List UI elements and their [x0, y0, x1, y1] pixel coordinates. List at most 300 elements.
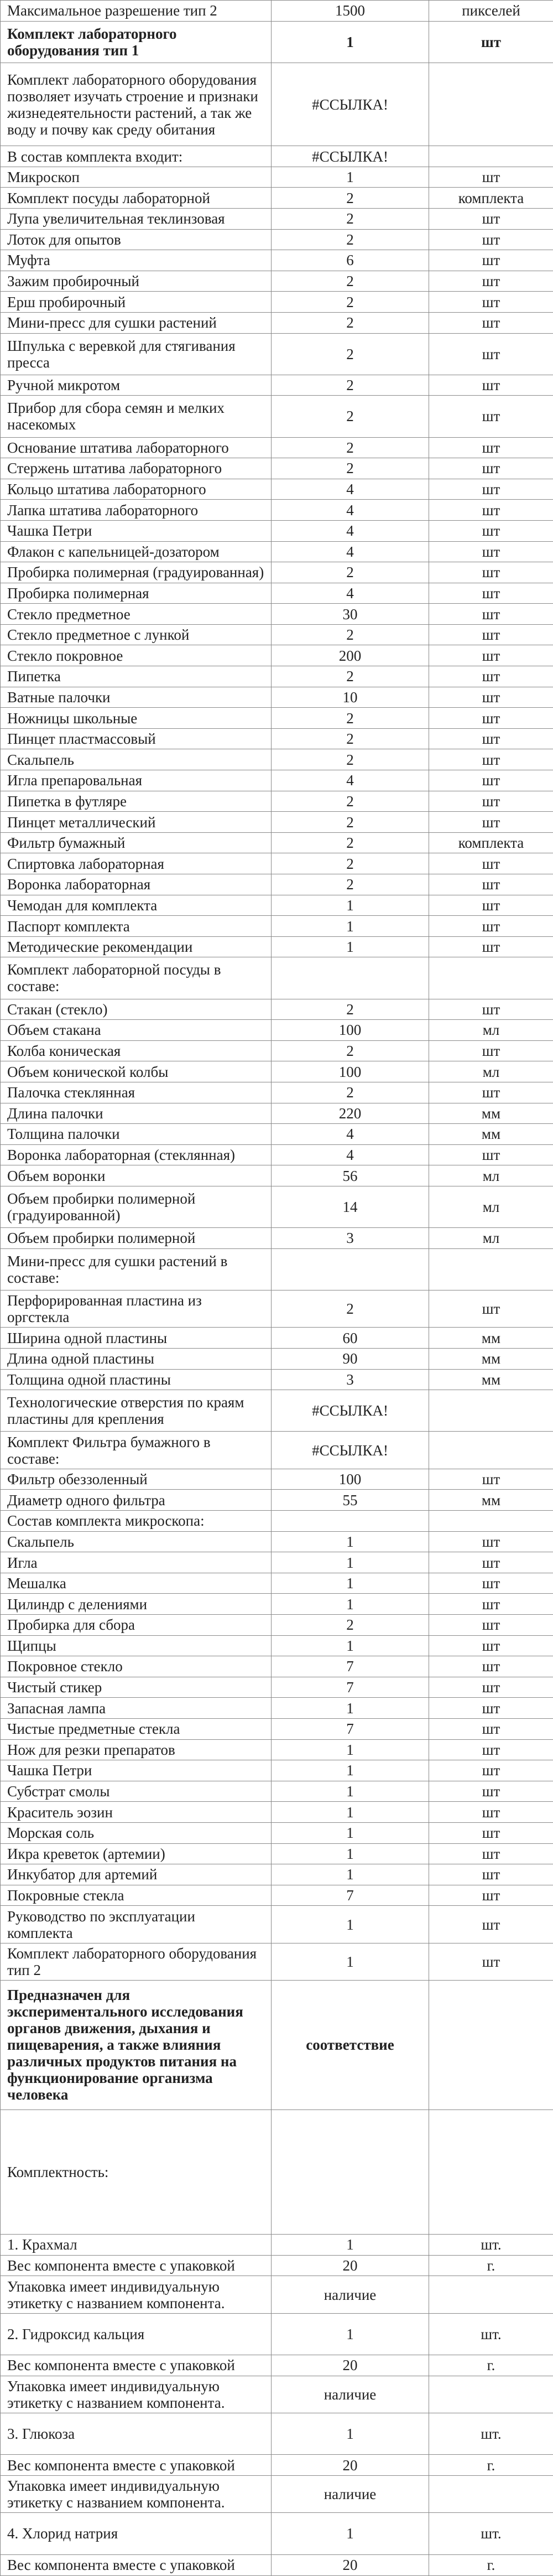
row-description-cell: Муфта: [1, 250, 272, 271]
table-row: [1, 2554, 553, 2575]
row-value-cell: наличие: [272, 2376, 429, 2413]
row-value-cell: 2: [272, 312, 429, 333]
row-unit-cell: мл: [429, 1020, 553, 1041]
table-row: [1, 583, 553, 604]
row-unit-cell: г.: [429, 2255, 553, 2276]
row-description-cell: Стакан (стекло): [1, 999, 272, 1020]
table-row: [1, 1781, 553, 1802]
row-unit-cell: шт: [429, 1760, 553, 1781]
row-description-cell: Упаковка имеет индивидуальную этикетку с названием компонента.: [1, 2276, 272, 2313]
row-unit-cell: шт: [429, 1943, 553, 1980]
row-unit-cell: шт: [429, 1698, 553, 1719]
row-unit-cell: мм: [429, 1328, 553, 1349]
row-description-cell: Пробирка полимерная: [1, 583, 272, 604]
table-row: [1, 1490, 553, 1511]
row-value-cell: 2: [272, 271, 429, 292]
row-value-cell: 2: [272, 333, 429, 375]
table-row: [1, 708, 553, 729]
row-description-cell: Чашка Петри: [1, 1760, 272, 1781]
row-unit-cell: шт: [429, 1656, 553, 1677]
table-row: [1, 1677, 553, 1698]
table-row: [1, 687, 553, 708]
row-unit-cell: шт: [429, 1781, 553, 1802]
row-description-cell: Колба коническая: [1, 1040, 272, 1061]
row-unit-cell: шт: [429, 895, 553, 916]
row-value-cell: 1: [272, 1698, 429, 1719]
row-value-cell: 56: [272, 1165, 429, 1186]
row-description-cell: Технологические отверстия по краям пластины для крепления: [1, 1390, 272, 1432]
row-value-cell: 3: [272, 1228, 429, 1249]
row-value-cell: 1: [272, 1760, 429, 1781]
row-description-cell: 1. Крахмал: [1, 2235, 272, 2256]
row-unit-cell: шт: [429, 604, 553, 625]
row-value-cell: 7: [272, 1718, 429, 1739]
table-row: [1, 853, 553, 874]
table-row: [1, 999, 553, 1020]
row-unit-cell: комплекта: [429, 188, 553, 209]
row-value-cell: #ССЫЛКА!: [272, 146, 429, 167]
row-value-cell: 90: [272, 1348, 429, 1369]
row-unit-cell: шт: [429, 791, 553, 812]
row-value-cell: 20: [272, 2455, 429, 2476]
row-description-cell: Объем пробирки полимерной: [1, 1228, 272, 1249]
row-description-cell: Пипетка в футляре: [1, 791, 272, 812]
table-row: [1, 728, 553, 749]
row-value-cell: [272, 2109, 429, 2235]
row-value-cell: 1: [272, 2413, 429, 2455]
row-description-cell: Игла препаровальная: [1, 770, 272, 791]
row-description-cell: Ерш пробирочный: [1, 292, 272, 313]
row-value-cell: 2: [272, 874, 429, 895]
table-row: [1, 541, 553, 562]
row-value-cell: 30: [272, 604, 429, 625]
row-unit-cell: мм: [429, 1124, 553, 1145]
table-row: [1, 479, 553, 500]
row-value-cell: 2: [272, 791, 429, 812]
row-value-cell: 2: [272, 1040, 429, 1061]
row-unit-cell: шт: [429, 936, 553, 957]
row-description-cell: Предназначен для экспериментального исследования органов движения, дыхания и пищеварения, а также влияния различных продуктов питания на функционирование организма человека: [1, 1981, 272, 2109]
row-description-cell: Покровное стекло: [1, 1656, 272, 1677]
row-value-cell: 2: [272, 1290, 429, 1327]
table-row: [1, 1020, 553, 1041]
row-unit-cell: шт: [429, 1614, 553, 1635]
table-row: [1, 2413, 553, 2455]
row-value-cell: 1: [272, 1802, 429, 1823]
row-unit-cell: шт: [429, 1677, 553, 1698]
table-row: [1, 666, 553, 687]
row-description-cell: Мешалка: [1, 1573, 272, 1594]
row-description-cell: Длина палочки: [1, 1103, 272, 1124]
row-unit-cell: шт: [429, 1594, 553, 1615]
table-row: [1, 1594, 553, 1615]
row-value-cell: 2: [272, 853, 429, 874]
row-description-cell: Стекло покровное: [1, 645, 272, 666]
table-row: [1, 2513, 553, 2554]
row-unit-cell: шт.: [429, 2513, 553, 2554]
table-row: [1, 832, 553, 853]
row-description-cell: Нож для резки препаратов: [1, 1739, 272, 1760]
row-unit-cell: шт.: [429, 2413, 553, 2455]
row-unit-cell: шт: [429, 375, 553, 396]
table-row: [1, 1760, 553, 1781]
row-unit-cell: шт: [429, 812, 553, 833]
row-description-cell: Объем воронки: [1, 1165, 272, 1186]
row-description-cell: Методические рекомендации: [1, 936, 272, 957]
row-unit-cell: шт: [429, 999, 553, 1020]
row-description-cell: Диаметр одного фильтра: [1, 1490, 272, 1511]
row-description-cell: Икра креветок (артемии): [1, 1843, 272, 1864]
row-value-cell: 4: [272, 583, 429, 604]
row-value-cell: 200: [272, 645, 429, 666]
row-unit-cell: [429, 1981, 553, 2109]
row-value-cell: 1: [272, 2313, 429, 2355]
row-description-cell: Пробирка полимерная (градуированная): [1, 562, 272, 583]
row-description-cell: Ватные палочки: [1, 687, 272, 708]
table-row: [1, 2455, 553, 2476]
row-value-cell: 4: [272, 1144, 429, 1165]
table-row: [1, 1614, 553, 1635]
table-row: [1, 1822, 553, 1843]
table-row: [1, 1061, 553, 1082]
table-row: [1, 2255, 553, 2276]
row-value-cell: 100: [272, 1061, 429, 1082]
row-unit-cell: мл: [429, 1061, 553, 1082]
row-unit-cell: шт: [429, 520, 553, 541]
table-row: [1, 1981, 553, 2109]
row-value-cell: 1: [272, 1781, 429, 1802]
row-description-cell: Комплект лабораторного оборудования тип 1: [1, 21, 272, 63]
row-description-cell: Основание штатива лабораторного: [1, 437, 272, 458]
row-unit-cell: шт: [429, 624, 553, 645]
row-description-cell: Объем стакана: [1, 1020, 272, 1041]
table-row: [1, 1635, 553, 1656]
row-description-cell: 2. Гидроксид кальция: [1, 2313, 272, 2355]
table-row: [1, 188, 553, 209]
row-description-cell: Вес компонента вместе с упаковкой: [1, 2355, 272, 2376]
table-row: [1, 458, 553, 479]
row-value-cell: 100: [272, 1469, 429, 1490]
table-row: [1, 63, 553, 146]
row-description-cell: Щипцы: [1, 1635, 272, 1656]
row-description-cell: 4. Хлорид натрия: [1, 2513, 272, 2554]
row-unit-cell: шт: [429, 1802, 553, 1823]
row-description-cell: Чистый стикер: [1, 1677, 272, 1698]
row-description-cell: Чемодан для комплекта: [1, 895, 272, 916]
table-row: [1, 1531, 553, 1552]
row-value-cell: #ССЫЛКА!: [272, 63, 429, 146]
row-description-cell: Лупа увеличительная теклинзовая: [1, 208, 272, 229]
row-unit-cell: [429, 2109, 553, 2235]
table-row: [1, 146, 553, 167]
row-value-cell: 55: [272, 1490, 429, 1511]
row-value-cell: 1: [272, 2513, 429, 2554]
row-unit-cell: шт: [429, 312, 553, 333]
table-row: [1, 312, 553, 333]
row-description-cell: Объем конической колбы: [1, 1061, 272, 1082]
row-unit-cell: шт: [429, 541, 553, 562]
row-value-cell: 1: [272, 895, 429, 916]
row-value-cell: 4: [272, 500, 429, 521]
row-unit-cell: шт: [429, 250, 553, 271]
row-value-cell: 1: [272, 1739, 429, 1760]
row-description-cell: Пинцет металлический: [1, 812, 272, 833]
table-row: [1, 250, 553, 271]
row-value-cell: 2: [272, 229, 429, 250]
row-value-cell: 2: [272, 666, 429, 687]
table-row: [1, 1082, 553, 1103]
row-unit-cell: шт: [429, 1843, 553, 1864]
table-row: [1, 895, 553, 916]
row-description-cell: Упаковка имеет индивидуальную этикетку с названием компонента.: [1, 2475, 272, 2512]
table-row: [1, 1739, 553, 1760]
row-value-cell: 2: [272, 708, 429, 729]
table-row: [1, 1144, 553, 1165]
table-row: [1, 2376, 553, 2413]
table-row: [1, 520, 553, 541]
row-unit-cell: шт: [429, 1552, 553, 1573]
row-description-cell: Палочка стеклянная: [1, 1082, 272, 1103]
row-unit-cell: пикселей: [429, 1, 553, 22]
row-unit-cell: шт: [429, 500, 553, 521]
table-row: [1, 333, 553, 375]
row-description-cell: Стержень штатива лабораторного: [1, 458, 272, 479]
table-row: [1, 1290, 553, 1327]
row-description-cell: Микроскоп: [1, 167, 272, 188]
row-value-cell: соответствие: [272, 1981, 429, 2109]
table-row: [1, 1124, 553, 1145]
row-value-cell: 1: [272, 936, 429, 957]
row-unit-cell: шт: [429, 229, 553, 250]
table-row: [1, 396, 553, 437]
row-unit-cell: шт: [429, 562, 553, 583]
table-row: [1, 957, 553, 999]
row-value-cell: [272, 957, 429, 999]
row-unit-cell: шт: [429, 167, 553, 188]
table-row: [1, 2475, 553, 2512]
row-description-cell: Игла: [1, 1552, 272, 1573]
row-unit-cell: шт: [429, 479, 553, 500]
row-value-cell: 1: [272, 1531, 429, 1552]
row-description-cell: Кольцо штатива лабораторного: [1, 479, 272, 500]
row-value-cell: 2: [272, 728, 429, 749]
row-unit-cell: шт: [429, 292, 553, 313]
row-description-cell: Скальпель: [1, 1531, 272, 1552]
row-value-cell: 2: [272, 624, 429, 645]
row-value-cell: 20: [272, 2255, 429, 2276]
row-value-cell: 2: [272, 1614, 429, 1635]
row-unit-cell: шт: [429, 437, 553, 458]
table-row: [1, 1186, 553, 1227]
row-description-cell: Вес компонента вместе с упаковкой: [1, 2255, 272, 2276]
row-description-cell: Упаковка имеет индивидуальную этикетку с названием компонента.: [1, 2376, 272, 2413]
table-row: [1, 1040, 553, 1061]
row-unit-cell: шт: [429, 666, 553, 687]
row-unit-cell: мл: [429, 1186, 553, 1227]
table-row: [1, 437, 553, 458]
row-value-cell: [272, 1248, 429, 1290]
row-description-cell: Флакон с капельницей-дозатором: [1, 541, 272, 562]
row-unit-cell: шт: [429, 749, 553, 770]
row-description-cell: Мини-пресс для сушки растений: [1, 312, 272, 333]
table-row: [1, 1573, 553, 1594]
row-value-cell: 10: [272, 687, 429, 708]
table-row: [1, 1469, 553, 1490]
row-unit-cell: шт.: [429, 2235, 553, 2256]
row-value-cell: 2: [272, 458, 429, 479]
row-unit-cell: шт: [429, 1718, 553, 1739]
row-description-cell: Мини-пресс для сушки растений в составе:: [1, 1248, 272, 1290]
row-unit-cell: [429, 1390, 553, 1432]
row-description-cell: Воронка лабораторная: [1, 874, 272, 895]
table-row: [1, 2276, 553, 2313]
table-row: [1, 1843, 553, 1864]
row-value-cell: 1: [272, 1822, 429, 1843]
row-description-cell: Перфорированная пластина из оргстекла: [1, 1290, 272, 1327]
row-unit-cell: шт: [429, 208, 553, 229]
row-unit-cell: г.: [429, 2455, 553, 2476]
row-value-cell: 2: [272, 437, 429, 458]
row-description-cell: Ножницы школьные: [1, 708, 272, 729]
row-description-cell: 3. Глюкоза: [1, 2413, 272, 2455]
row-unit-cell: шт: [429, 874, 553, 895]
row-value-cell: 1: [272, 1573, 429, 1594]
row-value-cell: 1500: [272, 1, 429, 22]
row-unit-cell: шт: [429, 1864, 553, 1885]
row-unit-cell: шт: [429, 21, 553, 63]
row-value-cell: 14: [272, 1186, 429, 1227]
row-value-cell: 2: [272, 396, 429, 437]
table-row: [1, 21, 553, 63]
row-unit-cell: шт: [429, 1469, 553, 1490]
row-unit-cell: [429, 2475, 553, 2512]
row-unit-cell: [429, 63, 553, 146]
row-unit-cell: мл: [429, 1228, 553, 1249]
row-description-cell: Инкубатор для артемий: [1, 1864, 272, 1885]
row-unit-cell: шт: [429, 1531, 553, 1552]
row-description-cell: Воронка лабораторная (стеклянная): [1, 1144, 272, 1165]
row-description-cell: Ширина одной пластины: [1, 1328, 272, 1349]
row-value-cell: 60: [272, 1328, 429, 1349]
row-value-cell: 20: [272, 2355, 429, 2376]
table-row: [1, 1885, 553, 1906]
table-row: [1, 1369, 553, 1390]
row-value-cell: 4: [272, 770, 429, 791]
row-description-cell: Объем пробирки полимерной (градуированной): [1, 1186, 272, 1227]
row-value-cell: 2: [272, 208, 429, 229]
row-description-cell: Фильтр бумажный: [1, 832, 272, 853]
row-value-cell: 2: [272, 562, 429, 583]
row-value-cell: 3: [272, 1369, 429, 1390]
table-row: [1, 1390, 553, 1432]
row-value-cell: 2: [272, 749, 429, 770]
row-unit-cell: комплекта: [429, 832, 553, 853]
row-value-cell: 2: [272, 999, 429, 1020]
table-row: [1, 1864, 553, 1885]
row-unit-cell: шт: [429, 1739, 553, 1760]
row-unit-cell: шт: [429, 916, 553, 937]
table-row: [1, 624, 553, 645]
row-unit-cell: г.: [429, 2554, 553, 2575]
table-row: [1, 1165, 553, 1186]
row-unit-cell: [429, 1432, 553, 1469]
row-unit-cell: [429, 1248, 553, 1290]
table-row: [1, 874, 553, 895]
row-description-cell: Стекло предметное: [1, 604, 272, 625]
row-description-cell: Цилиндр с делениями: [1, 1594, 272, 1615]
row-value-cell: наличие: [272, 2475, 429, 2512]
table-row: [1, 936, 553, 957]
row-unit-cell: шт: [429, 1573, 553, 1594]
table-row: [1, 1248, 553, 1290]
row-unit-cell: шт: [429, 583, 553, 604]
row-value-cell: 2: [272, 292, 429, 313]
table-row: [1, 1698, 553, 1719]
row-unit-cell: мм: [429, 1490, 553, 1511]
row-unit-cell: шт: [429, 1635, 553, 1656]
row-value-cell: 1: [272, 1594, 429, 1615]
row-description-cell: Максимальное разрешение тип 2: [1, 1, 272, 22]
row-unit-cell: шт: [429, 645, 553, 666]
row-value-cell: 20: [272, 2554, 429, 2575]
table-row: [1, 749, 553, 770]
row-description-cell: Пинцет пластмассовый: [1, 728, 272, 749]
row-description-cell: Комплект лабораторного оборудования позволяет изучать строение и признаки жизнедеятельности растений, а так же воду и почву как среду обитания: [1, 63, 272, 146]
row-description-cell: Комплект Фильтра бумажного в составе:: [1, 1432, 272, 1469]
row-unit-cell: [429, 2276, 553, 2313]
row-unit-cell: [429, 146, 553, 167]
row-value-cell: 4: [272, 520, 429, 541]
row-value-cell: [272, 1511, 429, 1532]
row-value-cell: 4: [272, 541, 429, 562]
row-description-cell: Пробирка для сбора: [1, 1614, 272, 1635]
row-value-cell: 4: [272, 1124, 429, 1145]
table-row: [1, 1802, 553, 1823]
table-row: [1, 770, 553, 791]
row-description-cell: Прибор для сбора семян и мелких насекомых: [1, 396, 272, 437]
row-unit-cell: шт: [429, 1082, 553, 1103]
row-unit-cell: мл: [429, 1165, 553, 1186]
row-value-cell: 2: [272, 812, 429, 833]
row-description-cell: Комплект лабораторной посуды в составе:: [1, 957, 272, 999]
row-unit-cell: шт: [429, 728, 553, 749]
table-row: [1, 916, 553, 937]
row-unit-cell: шт: [429, 1290, 553, 1327]
table-row: [1, 1906, 553, 1943]
row-unit-cell: шт: [429, 333, 553, 375]
table-row: [1, 791, 553, 812]
row-value-cell: 2: [272, 375, 429, 396]
row-description-cell: Пипетка: [1, 666, 272, 687]
table-row: [1, 2355, 553, 2376]
table-row: [1, 2235, 553, 2256]
row-unit-cell: шт: [429, 687, 553, 708]
row-value-cell: 7: [272, 1677, 429, 1698]
row-value-cell: 1: [272, 1906, 429, 1943]
table-row: [1, 2109, 553, 2235]
row-unit-cell: шт.: [429, 2313, 553, 2355]
row-value-cell: 2: [272, 832, 429, 853]
row-description-cell: Ручной микротом: [1, 375, 272, 396]
row-description-cell: Вес компонента вместе с упаковкой: [1, 2554, 272, 2575]
row-description-cell: Краситель эозин: [1, 1802, 272, 1823]
table-row: [1, 2313, 553, 2355]
table-row: [1, 812, 553, 833]
row-description-cell: Чистые предметные стекла: [1, 1718, 272, 1739]
row-unit-cell: шт: [429, 1885, 553, 1906]
row-description-cell: Фильтр обеззоленный: [1, 1469, 272, 1490]
table-row: [1, 229, 553, 250]
